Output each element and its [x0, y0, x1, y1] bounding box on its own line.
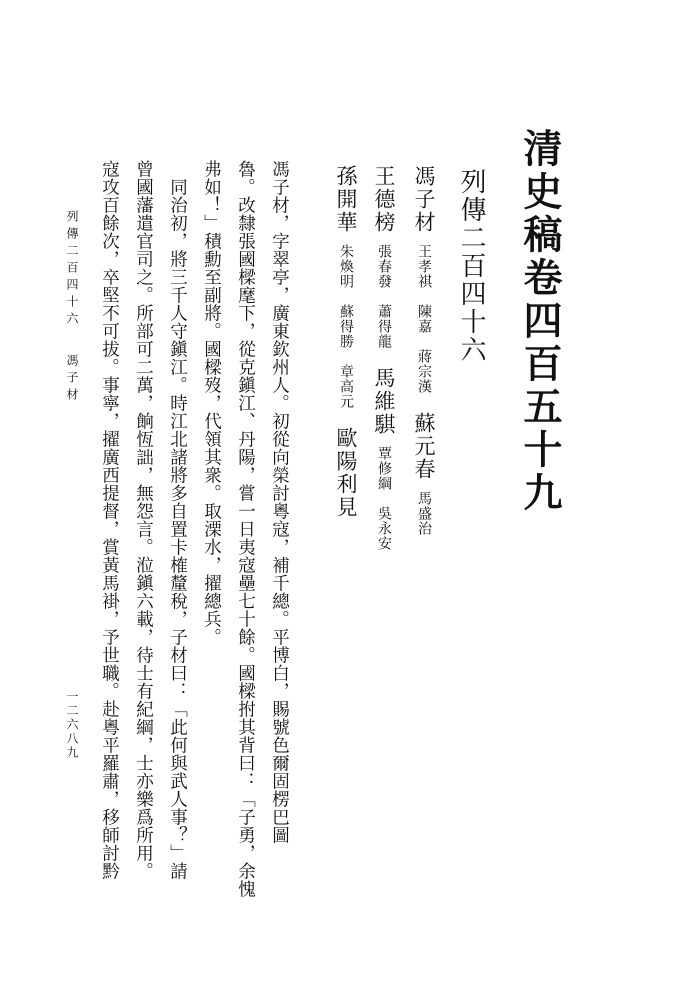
subject-name: 蘇元春: [412, 412, 436, 481]
subject-minor-names: 馬盛治: [416, 491, 432, 536]
body-text-column-6: 寇攻百餘次，卒堅不可拔。事寧，擢廣西提督，賞黃馬褂，予世職。赴粵平羅肅，移師討黔: [99, 160, 120, 880]
subject-minor-names: 王孝祺 陳嘉 蔣宗漢: [416, 244, 432, 394]
chapter-heading: 列傳二百四十六: [456, 168, 486, 364]
body-text-column-2: 魯。改隸張國樑麾下，從克鎭江、丹陽，嘗一日夷寇壘七十餘。國樑拊其背曰：「子勇，余愧: [235, 160, 256, 898]
subject-minor-names: 張春發 蕭得龍: [376, 244, 392, 349]
subject-name: 馬維騏: [372, 367, 396, 436]
subject-name: 孫開華: [334, 165, 358, 234]
page-number: 一二六八九: [65, 690, 79, 760]
subject-minor-names: 朱煥明 蘇得勝 章高元: [338, 244, 354, 409]
running-footer-section: 列傳二百四十六: [65, 210, 79, 329]
biography-subjects-line-2: [350, 165, 394, 665]
subject-name: 王德榜: [372, 165, 396, 234]
biography-subjects-line-3: [312, 165, 356, 665]
body-text-column-1: 馮子材，字翠亭，廣東欽州人。初從向榮討粵寇，補千總。平博白，賜號色爾固楞巴圖: [269, 160, 290, 844]
volume-title: 清史稿卷四百五十九: [517, 128, 563, 515]
body-text-column-5: 曾國藩遣官司之。所部可二萬，餉恆詘，無怨言。涖鎭六載，待士有紀綱，士亦樂爲所用。: [133, 160, 154, 880]
biography-subjects-line-1: [390, 165, 434, 665]
subject-name: 馮子材: [412, 165, 436, 234]
running-footer-subject: 馮子材: [65, 354, 79, 405]
subject-minor-names: 覃修綱 吳永安: [376, 446, 392, 551]
body-text-column-3: 弗如！」積勳至副將。國樑歿，代領其衆。取溧水，擢總兵。: [201, 160, 222, 646]
subject-name: 歐陽利見: [334, 427, 358, 519]
body-text-column-4: 同治初，將三千人守鎭江。時江北諸將多自置卡榷釐稅，子材曰：「此何與武人事？」請: [167, 178, 188, 880]
